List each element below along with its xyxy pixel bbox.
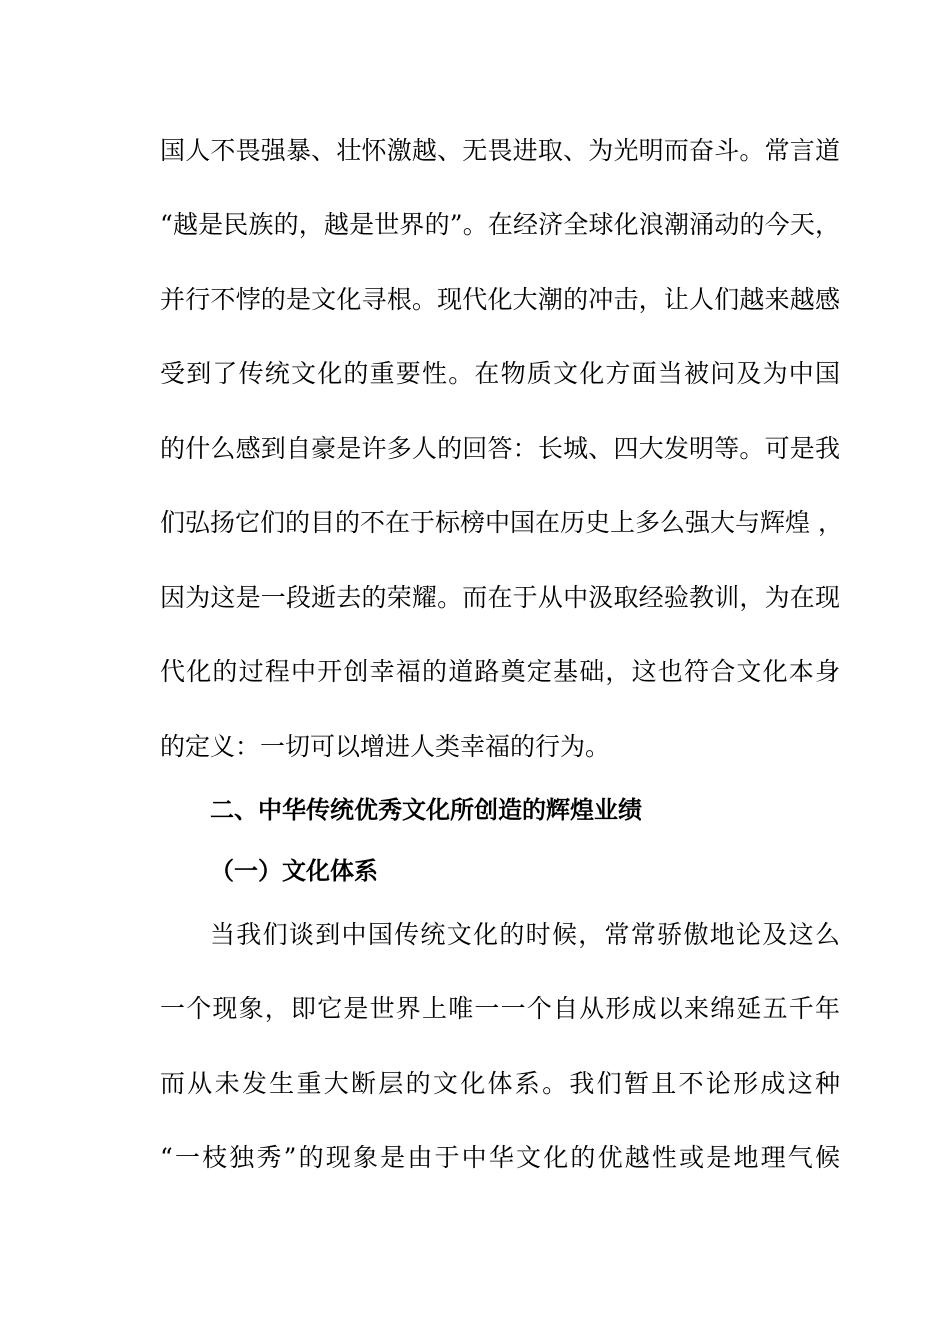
paragraph-1-line-9: 的定义：一切可以增进人类幸福的行为。 — [160, 732, 611, 761]
section-heading: 二、中华传统优秀文化所创造的辉煌业绩 — [210, 796, 642, 824]
paragraph-1-line-4: 受到了传统文化的重要性。在物质文化方面当被问及为中国 — [160, 359, 840, 388]
paragraph-1-line-7: 因为这是一段逝去的荣耀。而在于从中汲取经验教训，为在现 — [160, 583, 840, 612]
paragraph-2-line-3: 而从未发生重大断层的文化体系。我们暂且不论形成这种 — [160, 1069, 840, 1098]
paragraph-2-line-1: 当我们谈到中国传统文化的时候，常常骄傲地论及这么 — [210, 920, 840, 949]
paragraph-1-line-5: 的什么感到自豪是许多人的回答：长城、四大发明等。可是我 — [160, 434, 840, 463]
paragraph-2-line-2: 一个现象，即它是世界上唯一一个自从形成以来绵延五千年 — [160, 994, 840, 1023]
paragraph-1-line-8: 代化的过程中开创幸福的道路奠定基础，这也符合文化本身 — [160, 657, 840, 686]
paragraph-1-line-1: 国人不畏强暴、壮怀激越、无畏进取、为光明而奋斗。常言道 — [160, 136, 840, 165]
subsection-heading: （一）文化体系 — [210, 857, 378, 885]
paragraph-1-line-3: 并行不悖的是文化寻根。现代化大潮的冲击，让人们越来越感 — [160, 285, 840, 314]
paragraph-1-line-6: 们弘扬它们的目的不在于标榜中国在历史上多么强大与辉煌 ， — [160, 508, 843, 537]
paragraph-2-line-4: “一枝独秀”的现象是由于中华文化的优越性或是地理气候 — [160, 1143, 840, 1172]
paragraph-1-line-2: “越是民族的，越是世界的”。在经济全球化浪潮涌动的今天， — [160, 210, 840, 239]
